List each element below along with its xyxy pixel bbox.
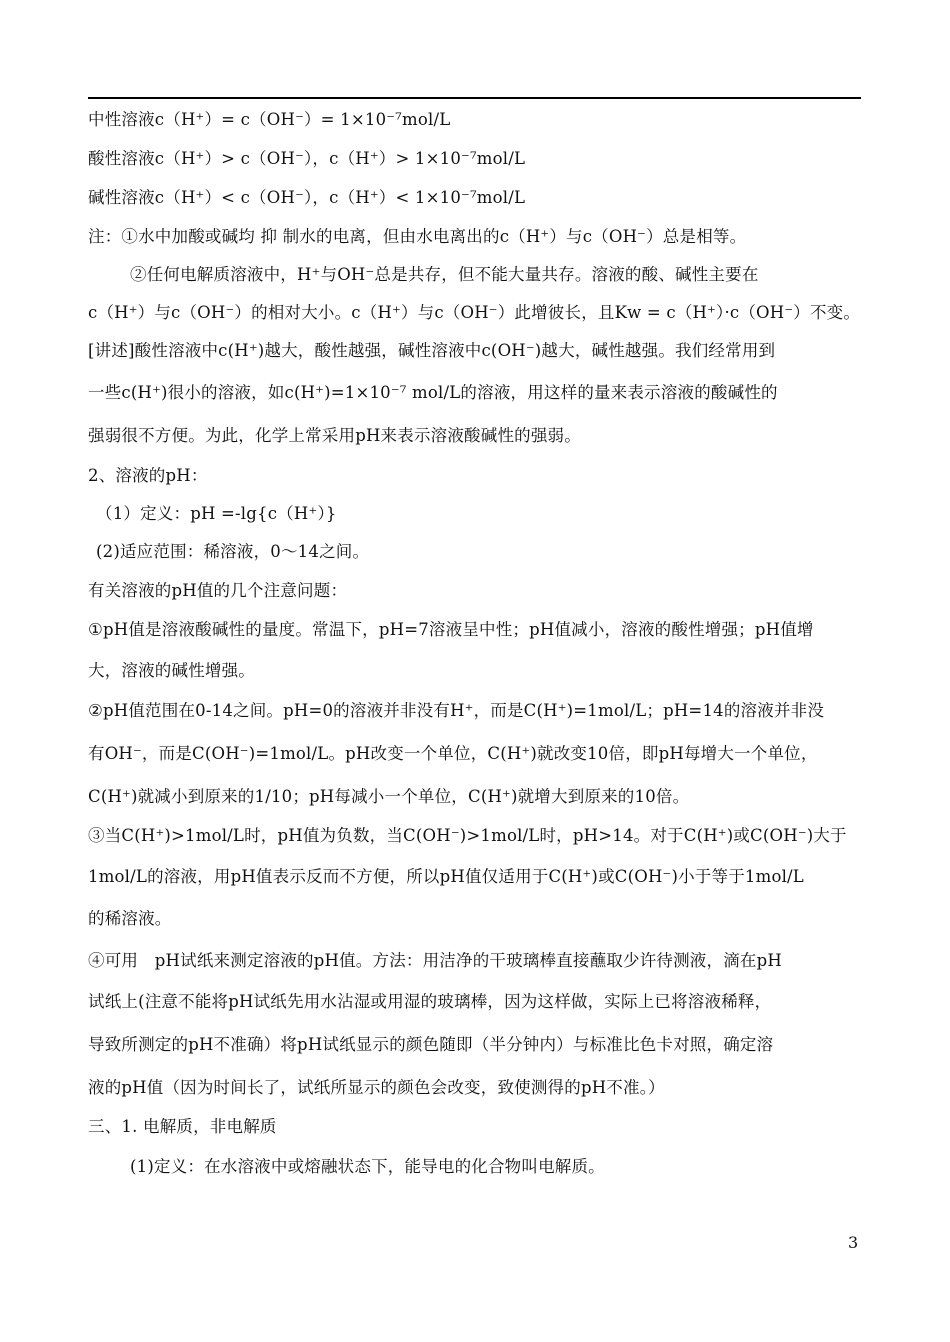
header-rule: [88, 97, 861, 99]
text-line: 的稀溶液。: [88, 909, 172, 928]
text-line: ②pH值范围在0-14之间。pH=0的溶液并非没有H⁺，而是C(H⁺)=1mol/L；pH=14的溶液并非没: [88, 701, 825, 720]
text-line: ③当C(H⁺)>1mol/L时，pH值为负数，当C(OH⁻)>1mol/L时，pH>14。对于C(H⁺)或C(OH⁻)大于: [88, 826, 847, 845]
text-line: (2)适应范围：稀溶液，0～14之间。: [96, 542, 370, 561]
text-line: 导致所测定的pH不准确）将pH试纸显示的颜色随即（半分钟内）与标准比色卡对照，确定溶: [88, 1035, 774, 1054]
text-line: 有关溶液的pH值的几个注意问题：: [88, 581, 348, 600]
text-line: C(H⁺)就减小到原来的1/10；pH每减小一个单位，C(H⁺)就增大到原来的10倍。: [88, 787, 690, 806]
text-line: ①pH值是溶液酸碱性的量度。常温下，pH=7溶液呈中性；pH值减小，溶液的酸性增强；pH值增: [88, 620, 814, 639]
text-line: 液的pH值（因为时间长了，试纸所显示的颜色会改变，致使测得的pH不准。）: [88, 1078, 665, 1097]
page-number: 3: [848, 1233, 859, 1252]
text-line: 酸性溶液c（H⁺）> c（OH⁻），c（H⁺）> 1×10⁻⁷mol/L: [88, 149, 526, 168]
text-line: 试纸上(注意不能将pH试纸先用水沾湿或用湿的玻璃棒，因为这样做，实际上已将溶液稀释，: [88, 992, 772, 1011]
text-line: 碱性溶液c（H⁺）< c（OH⁻），c（H⁺）< 1×10⁻⁷mol/L: [88, 188, 526, 207]
text-line: 大，溶液的碱性增强。: [88, 661, 255, 680]
text-line: c（H⁺）与c（OH⁻）的相对大小。c（H⁺）与c（OH⁻）此增彼长，且Kw = c（H⁺）·c（OH⁻）不变。: [88, 303, 861, 322]
text-line: (1)定义：在水溶液中或熔融状态下，能导电的化合物叫电解质。: [130, 1157, 605, 1176]
section-heading: 2、溶液的pH：: [88, 466, 208, 485]
text-line: 注：①水中加酸或碱均 抑 制水的电离，但由水电离出的c（H⁺）与c（OH⁻）总是相等。: [88, 227, 747, 246]
text-line: 一些c(H⁺)很小的溶液，如c(H⁺)=1×10⁻⁷ mol/L的溶液，用这样的量来表示溶液的酸碱性的: [88, 383, 778, 402]
text-line: ④可用 pH试纸来测定溶液的pH值。方法：用洁净的干玻璃棒直接蘸取少许待测液，滴在pH: [88, 951, 782, 970]
text-line: 1mol/L的溶液，用pH值表示反而不方便，所以pH值仅适用于C(H⁺)或C(OH⁻)小于等于1mol/L: [88, 867, 804, 886]
section-heading: 三、1. 电解质，非电解质: [88, 1117, 277, 1136]
text-line: 强弱很不方便。为此，化学上常采用pH来表示溶液酸碱性的强弱。: [88, 426, 581, 445]
text-line: 中性溶液c（H⁺）= c（OH⁻）= 1×10⁻⁷mol/L: [88, 110, 451, 129]
text-line: ②任何电解质溶液中，H⁺与OH⁻总是共存，但不能大量共存。溶液的酸、碱性主要在: [130, 265, 759, 284]
text-line: （1）定义：pH =-lg{c（H⁺）}: [96, 504, 337, 523]
text-line: [讲述]酸性溶液中c(H⁺)越大，酸性越强，碱性溶液中c(OH⁻)越大，碱性越强。我们经常用到: [88, 341, 776, 360]
text-line: 有OH⁻，而是C(OH⁻)=1mol/L。pH改变一个单位，C(H⁺)就改变10倍，即pH每增大一个单位，: [88, 744, 818, 763]
